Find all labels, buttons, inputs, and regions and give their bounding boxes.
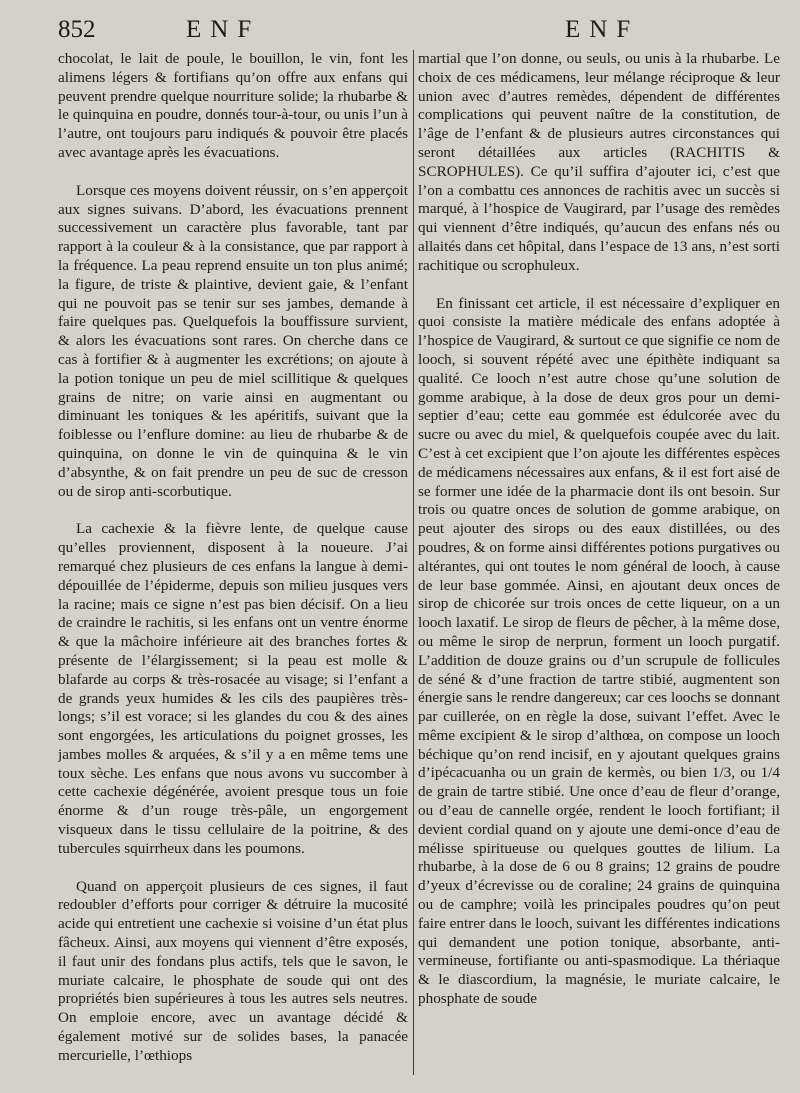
left-running-title: ENF [186, 16, 261, 43]
left-paragraph-4: Quand on apperçoit plusieurs de ces signes, il faut redoubler d’efforts pour corriger & détruire la mucosité acide qui entretient une cachexie si voisine d’un état plus fâcheux. Ainsi, aux moyens qui viennent d’être exposés, il faut unir des fondans plus actifs, tels que le savon, le muriate calcaire, le phosphate de soude qui ont des propriétés bien supérieures à tous les autres sels neutres. On emploie encore, avec un avantage décidé & également motivé sur de solides bases, la panacée mercurielle, l’œthiops [58, 877, 408, 1064]
left-column [58, 50, 408, 1085]
right-paragraph-1: martial que l’on donne, ou seuls, ou unis à la rhubarbe. Le choix de ces médicamens, leur mélange réciproque & leur union avec d’autres remèdes, dépendent de différentes complications qui peuvent naître de la constitution, de l’âge de l’enfant & de plusieurs autres circonstances qui seront détaillées aux articles (RACHITIS & SCROPHULES). Ce qu’il suffira d’ajouter ici, c’est que l’on a combattu ces annonces de rachitis avec un succès si marqué, à l’hospice de Vaugirard, par l’usage des remèdes qui viennent d’être indiqués, qu’aucun des enfans nés ou allaités dans cet hôpital, dans l’espace de 13 ans, n’est sorti rachitique ou scrophuleux. [418, 50, 780, 274]
page-number: 852 [58, 16, 96, 43]
left-paragraph-1: chocolat, le lait de poule, le bouillon, le vin, font les alimens légers & fortifians qu’on offre aux enfans qui peuvent prendre quelque nourriture solide; la rhubarbe & le quinquina en poudre, donnés tour-à-tour, ou unis l’un à l’autre, ont toujours paru indiqués & pouvoir être placés avec avantage après les évacuations. [58, 50, 408, 161]
running-header [0, 12, 800, 48]
column-divider [413, 50, 414, 1075]
left-paragraph-3: La cachexie & la fièvre lente, de quelque cause qu’elles proviennent, disposent à la noueure. J’ai remarqué chez plusieurs de ces enfans la langue à demi-dépouillée de l’épiderme, depuis son milieu jusques vers la racine; mais ce signe n’est pas bien décisif. On a lieu de craindre le rachitis, si les enfans ont un ventre énorme & que la mâchoire inférieure ait des branches fortes & présente de l’élargissement; si la peau est molle & blafarde au corps & très-rosacée au visage; si l’enfant a de grands yeux humides & les cils des paupières très-longs; s’il est vorace; si les glandes du cou & des aines sont engorgées, les articulations du poignet grosses, les jambes molles & arquées, & s’il y a en même tems une toux sèche. Les enfans que nous avons vu succomber à cette cachexie dégénérée, avoient presque tous un foie énorme & d’un rouge très-pâle, un engorgement visqueux dans le tissu cellulaire de la poitrine, & des tubercules squirrheux dans les poumons. [58, 520, 408, 857]
left-paragraph-2: Lorsque ces moyens doivent réussir, on s’en apperçoit aux signes suivans. D’abord, les évacuations prennent successivement un caractère plus favorable, tant par rapport à la couleur & à la consistance, que par rapport à la fréquence. La peau reprend ensuite un ton plus animé; la figure, de triste & plaintive, devient gaie, & l’enfant qui ne pouvoit pas se tenir sur ses jambes, demande à faire quelques pas. Quelquefois la bouffissure survient, & alors les évacuations sont rares. On cherche dans ce cas à fortifier & à augmenter les excrétions; on ajoute à la potion tonique un peu de miel scillitique & quelques grains de nitre; on varie ainsi en augmentant ou diminuant les toniques & les apéritifs, suivant que la foiblesse ou l’enflure domine: au lieu de rhubarbe & de quinquina, on donne le vin de quinquina & le vin d’absynthe, & on fait prendre un peu de suc de cresson ou de sirop anti-scorbutique. [58, 181, 408, 500]
right-paragraph-2: En finissant cet article, il est nécessaire d’expliquer en quoi consiste la matière médicale des enfans adoptée à l’hospice de Vaugirard, & surtout ce que signifie ce nom de looch, si souvent répété avec une épithète indiquant sa qualité. Ce looch n’est autre chose qu’une solution de gomme arabique, à la dose de deux gros pour un demi-septier d’eau; cette eau gommée est édulcorée avec du sucre ou avec du miel, & quelquefois coupée avec du lait. C’est à cet excipient que l’on ajoute les différentes espèces de médicamens nécessaires aux enfans, & il est fort aisé de se former une idée de la pharmacie dont ils ont besoin. Sur trois ou quatre onces de solution de gomme arabique, on peut ajouter des sirops ou des eaux distillées, ou des poudres, & on forme ainsi différentes potions purgatives ou altérantes, qui ont toutes le nom général de looch, à cause de leur base gommée. Ainsi, en ajoutant deux onces de sirop de chicorée sur trois onces de cette liqueur, on a un looch laxatif. Le sirop de fleurs de pêcher, à la même dose, ou même le sirop de nerprun, forment un looch purgatif. L’addition de douze grains ou d’un scrupule de follicules de séné & d’une fraction de tartre stibié, augmentent son énergie sans le rendre dangereux; car ces loochs se donnant par cuillerée, on en règle la dose, suivant l’effet. Avec le même excipient & le sirop d’althœa, on compose un looch béchique qu’on rend incisif, en y ajoutant quelques grains d’ipécacuanha ou un grain de kermès, ou bien 1/3, ou 1/4 de grain de tartre stibié. Une once d’eau de fleur d’orange, ou d’eau de cannelle orgée, rendent le looch fortifiant; il devient cordial quand on y ajoute une demi-once d’eau de mélisse spiritueuse ou quelques gouttes de lilium. La rhubarbe, à la dose de 6 ou 8 grains; 12 grains de poudre d’yeux d’écrevisse ou de coraline; 24 grains de quinquina ou de camphre; voilà les principales poudres qu’on peut faire entrer dans le looch, suivant les différentes indications qui demandent une potion tonique, absorbante, anti-vermineuse, fortifiante ou anti-spasmodique. La thériaque & le diascordium, la magnésie, le muriate calcaire, le phosphate de soude [418, 294, 780, 1008]
right-column [418, 50, 780, 1085]
right-running-title: ENF [565, 16, 640, 43]
